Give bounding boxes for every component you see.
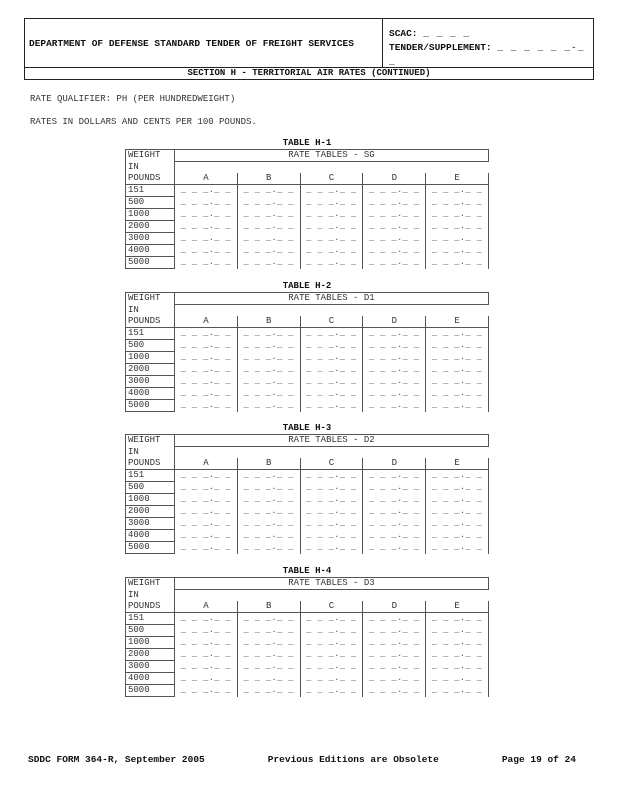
rate-blank-field[interactable]: _ _ _._ _ [237,364,300,376]
rate-blank-field[interactable]: _ _ _._ _ [175,257,238,269]
rate-blank-field[interactable]: _ _ _._ _ [426,364,489,376]
header-spacer [175,447,489,459]
rate-blank-field[interactable]: _ _ _._ _ [300,482,363,494]
weight-cell: 3000 [126,518,175,530]
column-header: C [300,601,363,613]
rate-blank-field[interactable]: _ _ _._ _ [175,400,238,412]
form-id: SDDC FORM 364-R, September 2005 [28,754,205,765]
table-row [126,673,489,685]
rate-blank-field[interactable]: _ _ _._ _ [175,388,238,400]
rate-blank-field[interactable]: _ _ _._ _ [237,245,300,257]
column-header: E [426,601,489,613]
rate-blank-field[interactable]: _ _ _._ _ [300,340,363,352]
column-header: C [300,173,363,185]
rate-blank-field[interactable]: _ _ _._ _ [363,542,426,554]
rate-blank-field[interactable]: _ _ _._ _ [426,613,489,625]
rate-blank-field[interactable]: _ _ _._ _ [237,494,300,506]
weight-cell: 500 [126,340,175,352]
weight-cell: 3000 [126,376,175,388]
rate-blank-field[interactable]: _ _ _._ _ [175,542,238,554]
weight-cell: 500 [126,625,175,637]
rate-blank-field[interactable]: _ _ _._ _ [363,470,426,482]
weight-header-line: IN [126,447,175,459]
rate-blank-field[interactable]: _ _ _._ _ [237,388,300,400]
rate-blank-field[interactable]: _ _ _._ _ [237,685,300,697]
rate-table-block [125,281,489,412]
column-header: A [175,173,238,185]
rate-blank-field[interactable]: _ _ _._ _ [300,245,363,257]
table-row [126,400,489,412]
rate-blank-field[interactable]: _ _ _._ _ [175,673,238,685]
rate-blank-field[interactable]: _ _ _._ _ [175,340,238,352]
header-spacer [175,305,489,317]
rate-blank-field[interactable]: _ _ _._ _ [175,470,238,482]
rate-blank-field[interactable]: _ _ _._ _ [426,209,489,221]
rate-blank-field[interactable]: _ _ _._ _ [175,209,238,221]
weight-header-line: WEIGHT [126,293,175,305]
header-spacer [175,162,489,174]
rate-blank-field[interactable]: _ _ _._ _ [426,685,489,697]
rate-blank-field[interactable]: _ _ _._ _ [237,340,300,352]
weight-cell: 2000 [126,364,175,376]
rate-blank-field[interactable]: _ _ _._ _ [363,245,426,257]
rate-blank-field[interactable]: _ _ _._ _ [300,257,363,269]
rate-blank-field[interactable]: _ _ _._ _ [300,625,363,637]
rate-blank-field[interactable]: _ _ _._ _ [300,185,363,197]
rate-blank-field[interactable]: _ _ _._ _ [175,625,238,637]
weight-cell: 1000 [126,352,175,364]
weight-header-line: WEIGHT [126,578,175,590]
table-row [126,649,489,661]
weight-cell: 151 [126,470,175,482]
rate-blank-field[interactable]: _ _ _._ _ [363,209,426,221]
table-title: TABLE H-3 [282,423,332,433]
rate-blank-field[interactable]: _ _ _._ _ [363,506,426,518]
weight-cell: 151 [126,613,175,625]
weight-cell: 500 [126,197,175,209]
rate-blank-field[interactable]: _ _ _._ _ [175,233,238,245]
table-row [126,542,489,554]
rate-blank-field[interactable]: _ _ _._ _ [426,245,489,257]
weight-cell: 2000 [126,649,175,661]
rate-blank-field[interactable]: _ _ _._ _ [237,257,300,269]
weight-cell: 3000 [126,233,175,245]
weight-cell: 4000 [126,388,175,400]
rate-blank-field[interactable]: _ _ _._ _ [175,530,238,542]
rate-blank-field[interactable]: _ _ _._ _ [300,376,363,388]
weight-cell: 5000 [126,257,175,269]
rate-blank-field[interactable]: _ _ _._ _ [363,388,426,400]
weight-cell: 500 [126,482,175,494]
rate-blank-field[interactable]: _ _ _._ _ [300,494,363,506]
rate-blank-field[interactable]: _ _ _._ _ [363,340,426,352]
rate-blank-field[interactable]: _ _ _._ _ [426,542,489,554]
weight-cell: 5000 [126,685,175,697]
rate-blank-field[interactable]: _ _ _._ _ [300,221,363,233]
rate-blank-field[interactable]: _ _ _._ _ [175,637,238,649]
rate-group-header: RATE TABLES - D3 [175,578,489,590]
rate-blank-field[interactable]: _ _ _._ _ [300,613,363,625]
rate-blank-field[interactable]: _ _ _._ _ [426,328,489,340]
rate-blank-field[interactable]: _ _ _._ _ [426,673,489,685]
rate-blank-field[interactable]: _ _ _._ _ [175,245,238,257]
column-header: C [300,458,363,470]
rate-blank-field[interactable]: _ _ _._ _ [363,482,426,494]
rate-blank-field[interactable]: _ _ _._ _ [363,197,426,209]
rate-blank-field[interactable]: _ _ _._ _ [426,352,489,364]
rate-blank-field[interactable]: _ _ _._ _ [175,352,238,364]
rate-blank-field[interactable]: _ _ _._ _ [175,613,238,625]
rate-blank-field[interactable]: _ _ _._ _ [426,661,489,673]
column-header: A [175,458,238,470]
rate-blank-field[interactable]: _ _ _._ _ [237,506,300,518]
rate-blank-field[interactable]: _ _ _._ _ [426,625,489,637]
table-row [126,245,489,257]
weight-cell: 1000 [126,209,175,221]
table-row [126,625,489,637]
rate-blank-field[interactable]: _ _ _._ _ [300,518,363,530]
weight-cell: 1000 [126,637,175,649]
rate-blank-field[interactable]: _ _ _._ _ [237,197,300,209]
table-row [126,257,489,269]
rate-blank-field[interactable]: _ _ _._ _ [175,197,238,209]
rate-blank-field[interactable]: _ _ _._ _ [237,328,300,340]
rate-blank-field[interactable]: _ _ _._ _ [426,221,489,233]
rate-blank-field[interactable]: _ _ _._ _ [426,233,489,245]
rate-group-header: RATE TABLES - D2 [175,435,489,447]
table-row [126,685,489,697]
column-header: A [175,601,238,613]
column-header: D [363,316,426,328]
rate-blank-field[interactable]: _ _ _._ _ [237,233,300,245]
table-title: TABLE H-2 [282,281,332,291]
obsolete-notice: Previous Editions are Obsolete [267,754,439,765]
weight-cell: 1000 [126,494,175,506]
page-number: Page 19 of 24 [501,754,576,765]
rate-blank-field[interactable]: _ _ _._ _ [363,625,426,637]
rate-table-block [125,423,489,554]
table-row [126,494,489,506]
table-row [126,185,489,197]
scac-line [389,27,593,41]
rate-table-block [125,566,489,697]
rate-blank-field[interactable]: _ _ _._ _ [426,494,489,506]
weight-header-line: WEIGHT [126,150,175,162]
rate-blank-field[interactable]: _ _ _._ _ [363,400,426,412]
rate-blank-field[interactable]: _ _ _._ _ [175,685,238,697]
rate-blank-field[interactable]: _ _ _._ _ [300,673,363,685]
rate-blank-field[interactable]: _ _ _._ _ [363,673,426,685]
rate-blank-field[interactable]: _ _ _._ _ [363,613,426,625]
rate-blank-field[interactable]: _ _ _._ _ [300,364,363,376]
weight-cell: 5000 [126,400,175,412]
column-header: D [363,458,426,470]
rate-blank-field[interactable]: _ _ _._ _ [426,185,489,197]
weight-header-line: WEIGHT [126,435,175,447]
column-header: D [363,173,426,185]
rate-blank-field[interactable]: _ _ _._ _ [237,209,300,221]
table-title: TABLE H-1 [282,138,332,148]
table-row [126,506,489,518]
rate-blank-field[interactable]: _ _ _._ _ [237,400,300,412]
weight-cell: 4000 [126,673,175,685]
rate-blank-field[interactable]: _ _ _._ _ [300,649,363,661]
table-row [126,364,489,376]
rate-blank-field[interactable]: _ _ _._ _ [426,388,489,400]
weight-cell: 5000 [126,542,175,554]
rate-blank-field[interactable]: _ _ _._ _ [175,649,238,661]
table-row [126,637,489,649]
table-row [126,209,489,221]
weight-cell: 4000 [126,530,175,542]
scac-tender-block [383,19,593,67]
rate-blank-field[interactable]: _ _ _._ _ [426,376,489,388]
rate-blank-field[interactable]: _ _ _._ _ [363,364,426,376]
rate-blank-field[interactable]: _ _ _._ _ [363,649,426,661]
rate-blank-field[interactable]: _ _ _._ _ [237,518,300,530]
rate-blank-field[interactable]: _ _ _._ _ [175,364,238,376]
tender-line [389,41,593,69]
rate-blank-field[interactable]: _ _ _._ _ [237,470,300,482]
rate-blank-field[interactable]: _ _ _._ _ [426,518,489,530]
rate-blank-field[interactable]: _ _ _._ _ [363,518,426,530]
rate-blank-field[interactable]: _ _ _._ _ [300,388,363,400]
rate-blank-field[interactable]: _ _ _._ _ [363,685,426,697]
rate-blank-field[interactable]: _ _ _._ _ [175,221,238,233]
table-row [126,352,489,364]
rate-blank-field[interactable]: _ _ _._ _ [300,661,363,673]
rate-blank-field[interactable]: _ _ _._ _ [363,494,426,506]
rate-blank-field[interactable]: _ _ _._ _ [363,376,426,388]
rate-blank-field[interactable]: _ _ _._ _ [363,185,426,197]
rate-blank-field[interactable]: _ _ _._ _ [426,530,489,542]
weight-cell: 2000 [126,221,175,233]
table-row [126,518,489,530]
table-title: TABLE H-4 [282,566,332,576]
rate-table [125,149,489,269]
rate-blank-field[interactable]: _ _ _._ _ [363,328,426,340]
rate-blank-field[interactable]: _ _ _._ _ [300,637,363,649]
table-row [126,328,489,340]
rate-blank-field[interactable]: _ _ _._ _ [175,661,238,673]
weight-header-line: IN [126,590,175,602]
table-row [126,221,489,233]
column-header: B [237,316,300,328]
tender-label: TENDER/SUPPLEMENT: [389,42,492,53]
section-title: SECTION H - TERRITORIAL AIR RATES (CONTINUED) [25,67,593,79]
rate-blank-field[interactable]: _ _ _._ _ [175,376,238,388]
rate-blank-field[interactable]: _ _ _._ _ [363,661,426,673]
rate-blank-field[interactable]: _ _ _._ _ [363,257,426,269]
rate-blank-field[interactable]: _ _ _._ _ [300,530,363,542]
rate-blank-field[interactable]: _ _ _._ _ [175,328,238,340]
table-row [126,388,489,400]
rate-blank-field[interactable]: _ _ _._ _ [426,506,489,518]
rate-blank-field[interactable]: _ _ _._ _ [300,506,363,518]
header-box [24,18,594,80]
table-row [126,661,489,673]
rate-blank-field[interactable]: _ _ _._ _ [237,185,300,197]
table-row [126,530,489,542]
rate-blank-field[interactable]: _ _ _._ _ [237,673,300,685]
rate-blank-field[interactable]: _ _ _._ _ [363,352,426,364]
weight-cell: 151 [126,185,175,197]
weight-header-line: IN [126,305,175,317]
weight-cell: 151 [126,328,175,340]
column-header: D [363,601,426,613]
table-row [126,470,489,482]
column-header: A [175,316,238,328]
rate-blank-field[interactable]: _ _ _._ _ [175,185,238,197]
rate-blank-field[interactable]: _ _ _._ _ [237,376,300,388]
table-row [126,233,489,245]
weight-cell: 4000 [126,245,175,257]
table-row [126,340,489,352]
rate-blank-field[interactable]: _ _ _._ _ [300,542,363,554]
rate-blank-field[interactable]: _ _ _._ _ [300,470,363,482]
column-header: B [237,173,300,185]
agency-title: DEPARTMENT OF DEFENSE STANDARD TENDER OF FREIGHT SERVICES [25,19,383,67]
table-row [126,376,489,388]
rate-blank-field[interactable]: _ _ _._ _ [363,530,426,542]
rate-blank-field[interactable]: _ _ _._ _ [300,400,363,412]
rate-blank-field[interactable]: _ _ _._ _ [237,530,300,542]
rate-qualifier: RATE QUALIFIER: PH (PER HUNDREDWEIGHT) [30,94,236,104]
rate-blank-field[interactable]: _ _ _._ _ [426,340,489,352]
rate-blank-field[interactable]: _ _ _._ _ [175,506,238,518]
rate-blank-field[interactable]: _ _ _._ _ [300,328,363,340]
column-header: E [426,173,489,185]
rate-group-header: RATE TABLES - SG [175,150,489,162]
rate-table [125,577,489,697]
rate-blank-field[interactable]: _ _ _._ _ [426,257,489,269]
weight-header-line: POUNDS [126,173,175,185]
rate-blank-field[interactable]: _ _ _._ _ [300,197,363,209]
rate-blank-field[interactable]: _ _ _._ _ [426,649,489,661]
table-row [126,482,489,494]
weight-header-line: POUNDS [126,601,175,613]
table-row [126,613,489,625]
rate-blank-field[interactable]: _ _ _._ _ [426,482,489,494]
rate-blank-field[interactable]: _ _ _._ _ [300,209,363,221]
column-header: B [237,601,300,613]
column-header: C [300,316,363,328]
column-header: B [237,458,300,470]
weight-header-line: POUNDS [126,458,175,470]
rate-blank-field[interactable]: _ _ _._ _ [237,625,300,637]
rate-blank-field[interactable]: _ _ _._ _ [300,685,363,697]
weight-header-line: IN [126,162,175,174]
column-header: E [426,458,489,470]
rate-blank-field[interactable]: _ _ _._ _ [175,482,238,494]
rate-blank-field[interactable]: _ _ _._ _ [426,637,489,649]
footer [28,754,576,765]
rate-blank-field[interactable]: _ _ _._ _ [426,197,489,209]
rate-blank-field[interactable]: _ _ _._ _ [300,352,363,364]
rate-blank-field[interactable]: _ _ _._ _ [426,400,489,412]
rate-blank-field[interactable]: _ _ _._ _ [363,221,426,233]
scac-label: SCAC: [389,28,418,39]
rate-table-block [125,138,489,269]
weight-cell: 3000 [126,661,175,673]
rate-blank-field[interactable]: _ _ _._ _ [237,542,300,554]
rate-blank-field[interactable]: _ _ _._ _ [237,352,300,364]
rate-blank-field[interactable]: _ _ _._ _ [175,518,238,530]
rate-blank-field[interactable]: _ _ _._ _ [363,637,426,649]
rate-table [125,434,489,554]
scac-blank: _ _ _ _ [423,28,471,39]
rate-units: RATES IN DOLLARS AND CENTS PER 100 POUNDS. [30,117,257,127]
weight-header-line: POUNDS [126,316,175,328]
rate-blank-field[interactable]: _ _ _._ _ [237,649,300,661]
rate-blank-field[interactable]: _ _ _._ _ [426,470,489,482]
rate-blank-field[interactable]: _ _ _._ _ [237,637,300,649]
column-header: E [426,316,489,328]
rate-blank-field[interactable]: _ _ _._ _ [237,661,300,673]
header-spacer [175,590,489,602]
rate-blank-field[interactable]: _ _ _._ _ [363,233,426,245]
rate-table [125,292,489,412]
weight-cell: 2000 [126,506,175,518]
rate-blank-field[interactable]: _ _ _._ _ [237,221,300,233]
rate-blank-field[interactable]: _ _ _._ _ [175,494,238,506]
rate-blank-field[interactable]: _ _ _._ _ [237,482,300,494]
rate-blank-field[interactable]: _ _ _._ _ [237,613,300,625]
rate-group-header: RATE TABLES - D1 [175,293,489,305]
table-row [126,197,489,209]
rate-blank-field[interactable]: _ _ _._ _ [300,233,363,245]
tender-blank: _ _ _ _ _ _-_ _ [389,42,585,67]
